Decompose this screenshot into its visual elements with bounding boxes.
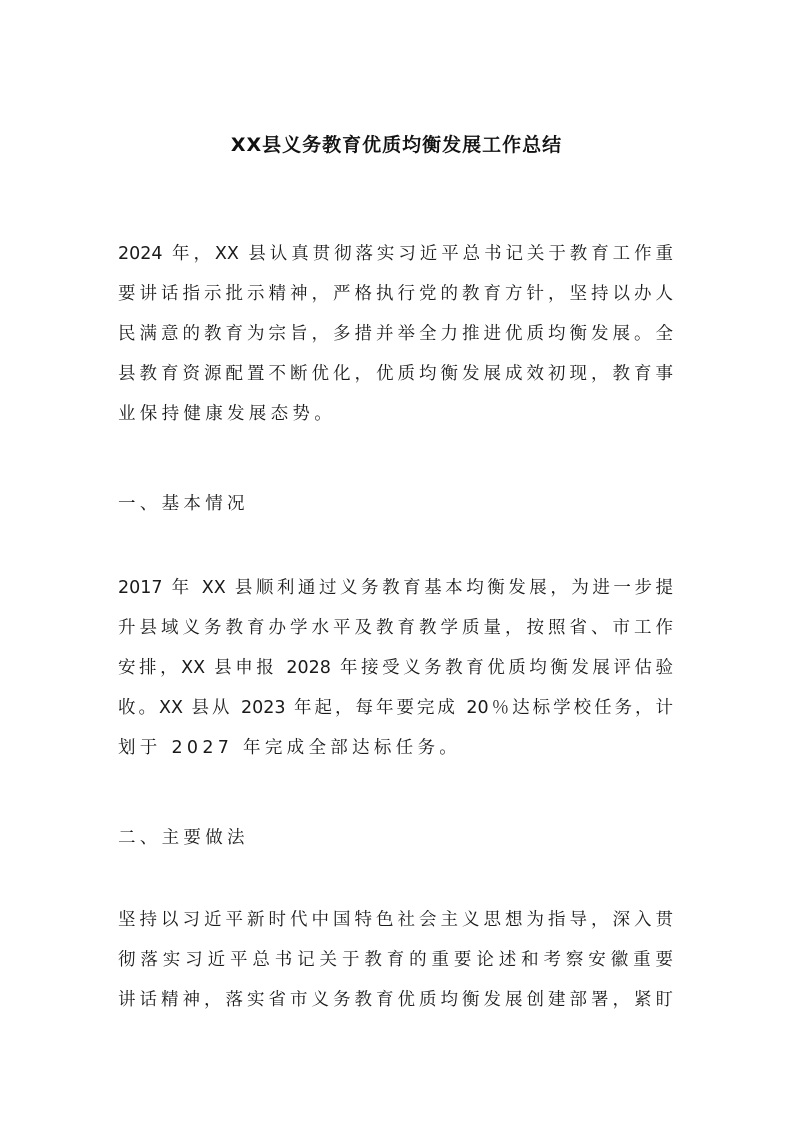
main-practices-paragraph bbox=[118, 900, 673, 1020]
basic-situation-paragraph bbox=[118, 568, 673, 768]
paragraph-line: 2017 年 XX 县顺利通过义务教育基本均衡发展，为进一步提 bbox=[118, 578, 673, 598]
paragraph-line: 业保持健康发展态势。 bbox=[118, 404, 336, 424]
section-heading-basic-situation: 一、基本情况 bbox=[118, 494, 249, 514]
paragraph-line: 坚持以习近平新时代中国特色社会主义思想为指导，深入贯 bbox=[118, 910, 673, 930]
paragraph-line: 2024 年，XX 县认真贯彻落实习近平总书记关于教育工作重 bbox=[118, 244, 673, 264]
intro-paragraph bbox=[118, 234, 673, 434]
paragraph-line: 民满意的教育为宗旨，多措并举全力推进优质均衡发展。全 bbox=[118, 324, 673, 344]
paragraph-line: 讲话精神，落实省市义务教育优质均衡发展创建部署，紧盯 bbox=[118, 990, 673, 1010]
paragraph-line: 要讲话指示批示精神，严格执行党的教育方针，坚持以办人 bbox=[118, 284, 673, 304]
paragraph-line: 划于 2027 年完成全部达标任务。 bbox=[118, 738, 462, 758]
paragraph-line: 升县域义务教育办学水平及教育教学质量，按照省、市工作 bbox=[118, 618, 673, 638]
section-heading-main-practices: 二、主要做法 bbox=[118, 828, 249, 848]
document-title: XX县义务教育优质均衡发展工作总结 bbox=[230, 134, 563, 156]
paragraph-line: 县教育资源配置不断优化，优质均衡发展成效初现，教育事 bbox=[118, 364, 673, 384]
paragraph-line: 彻落实习近平总书记关于教育的重要论述和考察安徽重要 bbox=[118, 950, 673, 970]
paragraph-line: 安排，XX 县申报 2028 年接受义务教育优质均衡发展评估验 bbox=[118, 658, 673, 678]
paragraph-line: 收。XX 县从 2023 年起，每年要完成 20％达标学校任务，计 bbox=[118, 698, 673, 718]
